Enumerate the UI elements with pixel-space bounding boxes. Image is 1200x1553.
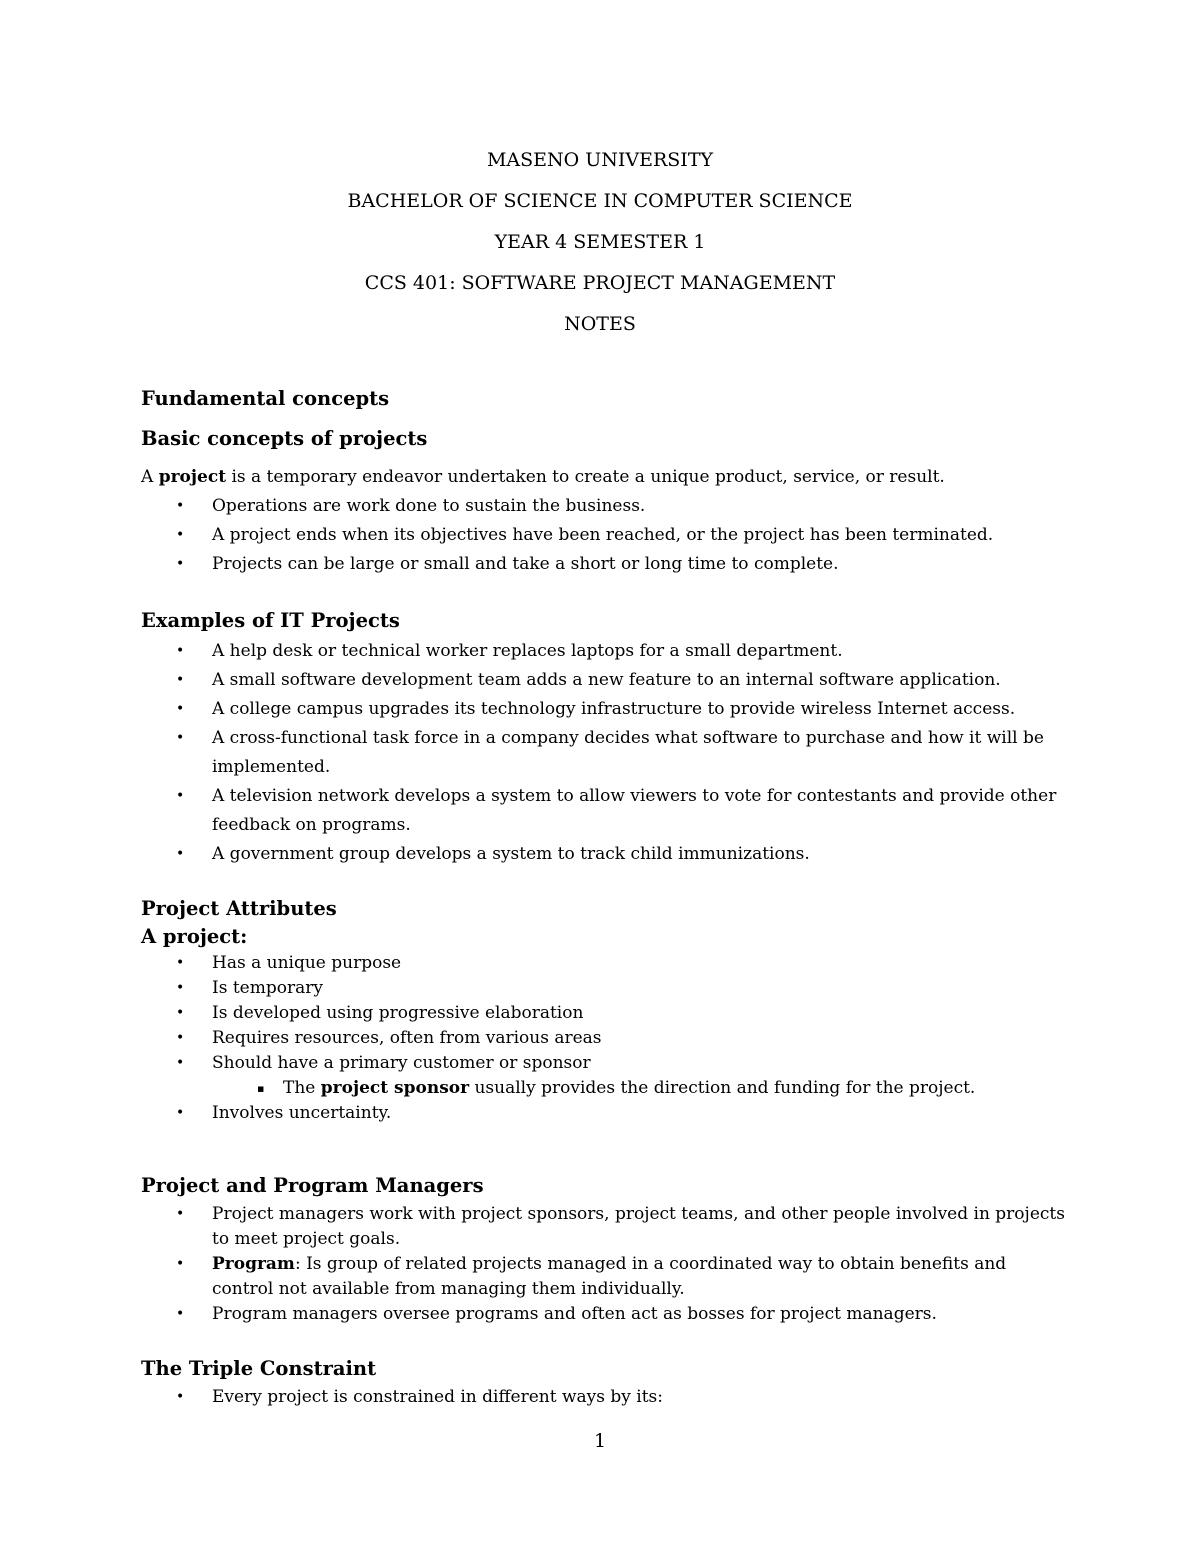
- list-item: • A government group develops a system to track child immunizations.: [212, 840, 1071, 869]
- list-item: • Projects can be large or small and take a short or long time to complete.: [212, 550, 1071, 579]
- bullet-icon: •: [176, 846, 185, 862]
- heading-project-program-managers: Project and Program Managers: [141, 1174, 484, 1197]
- bullet-icon: •: [176, 527, 185, 543]
- list-item: • A small software development team adds a new feature to an internal software application.: [212, 666, 1071, 695]
- bullet-icon: •: [176, 556, 185, 572]
- heading-project-attributes: Project Attributes: [141, 897, 337, 920]
- document-body: [141, 383, 1071, 1410]
- bullet-icon: •: [176, 1005, 185, 1021]
- project-term: project: [158, 467, 227, 487]
- list-item: ▪ The project sponsor usually provides the direction and funding for the project.: [283, 1076, 1071, 1101]
- examples-list: [141, 637, 1071, 869]
- heading-triple-constraint: The Triple Constraint: [141, 1357, 377, 1380]
- notes-label: NOTES: [564, 313, 636, 335]
- bullet-icon: •: [176, 1256, 185, 1272]
- bullet-icon: •: [176, 1389, 185, 1405]
- square-bullet-icon: ▪: [257, 1082, 265, 1095]
- bullet-icon: •: [176, 788, 185, 804]
- heading-basic-concepts: Basic concepts of projects: [141, 427, 428, 450]
- project-sponsor-term: project sponsor: [320, 1078, 470, 1098]
- list-item: • Has a unique purpose: [212, 951, 1071, 976]
- attributes-list: [141, 951, 1071, 1126]
- bullet-icon: •: [176, 1206, 185, 1222]
- heading-examples-it-projects: Examples of IT Projects: [141, 609, 400, 632]
- basic-concepts-list: [141, 492, 1071, 579]
- degree-name: BACHELOR OF SCIENCE IN COMPUTER SCIENCE: [347, 190, 853, 212]
- list-item: • A television network develops a system to allow viewers to vote for contestants and provide other feedback on programs.: [212, 782, 1071, 840]
- managers-list: [141, 1202, 1071, 1327]
- list-item: • Program managers oversee programs and often act as bosses for project managers.: [212, 1302, 1071, 1327]
- bullet-icon: •: [176, 1105, 185, 1121]
- bullet-icon: •: [176, 643, 185, 659]
- bullet-icon: •: [176, 1055, 185, 1071]
- list-item: • Every project is constrained in different ways by its:: [212, 1385, 1071, 1410]
- project-definition: A project is a temporary endeavor undertaken to create a unique product, service, or result.: [141, 467, 945, 487]
- bullet-icon: •: [176, 1030, 185, 1046]
- bullet-icon: •: [176, 701, 185, 717]
- list-item: • Requires resources, often from various areas: [212, 1026, 1071, 1051]
- document-header: [0, 140, 1200, 345]
- list-item: • A project ends when its objectives have been reached, or the project has been terminated.: [212, 521, 1071, 550]
- bullet-icon: •: [176, 1306, 185, 1322]
- program-term: Program: [212, 1254, 295, 1274]
- list-item: • Is temporary: [212, 976, 1071, 1001]
- page-number: 1: [593, 1430, 607, 1452]
- course-title: CCS 401: SOFTWARE PROJECT MANAGEMENT: [364, 272, 836, 294]
- list-item: • Program: Is group of related projects managed in a coordinated way to obtain benefits and control not available from managing them individually.: [176, 1254, 1007, 1299]
- triple-constraint-list: [141, 1385, 1071, 1410]
- bullet-icon: •: [176, 672, 185, 688]
- list-item: • Project managers work with project sponsors, project teams, and other people involved in projects to meet project goals.: [176, 1204, 1065, 1249]
- list-item: • Involves uncertainty.: [212, 1101, 1071, 1126]
- bullet-icon: •: [176, 980, 185, 996]
- bullet-icon: •: [176, 498, 185, 514]
- bullet-icon: •: [176, 955, 185, 971]
- university-name: MASENO UNIVERSITY: [486, 149, 714, 171]
- list-item: • A cross-functional task force in a company decides what software to purchase and how it will be implemented.: [212, 724, 1071, 782]
- bullet-icon: •: [176, 730, 185, 746]
- year-semester: YEAR 4 SEMESTER 1: [494, 231, 706, 253]
- list-item: • Operations are work done to sustain the business.: [212, 492, 1071, 521]
- heading-fundamental-concepts: Fundamental concepts: [141, 387, 390, 410]
- list-item: • A help desk or technical worker replaces laptops for a small department.: [212, 637, 1071, 666]
- subheading-a-project: A project:: [141, 925, 248, 948]
- sponsor-sublist: [212, 1076, 1071, 1101]
- list-item: • Should have a primary customer or sponsor ▪ The project sponsor usually provides the direction and funding for the project.: [212, 1051, 1071, 1101]
- list-item: • A college campus upgrades its technology infrastructure to provide wireless Internet access.: [212, 695, 1071, 724]
- list-item: • Is developed using progressive elaboration: [212, 1001, 1071, 1026]
